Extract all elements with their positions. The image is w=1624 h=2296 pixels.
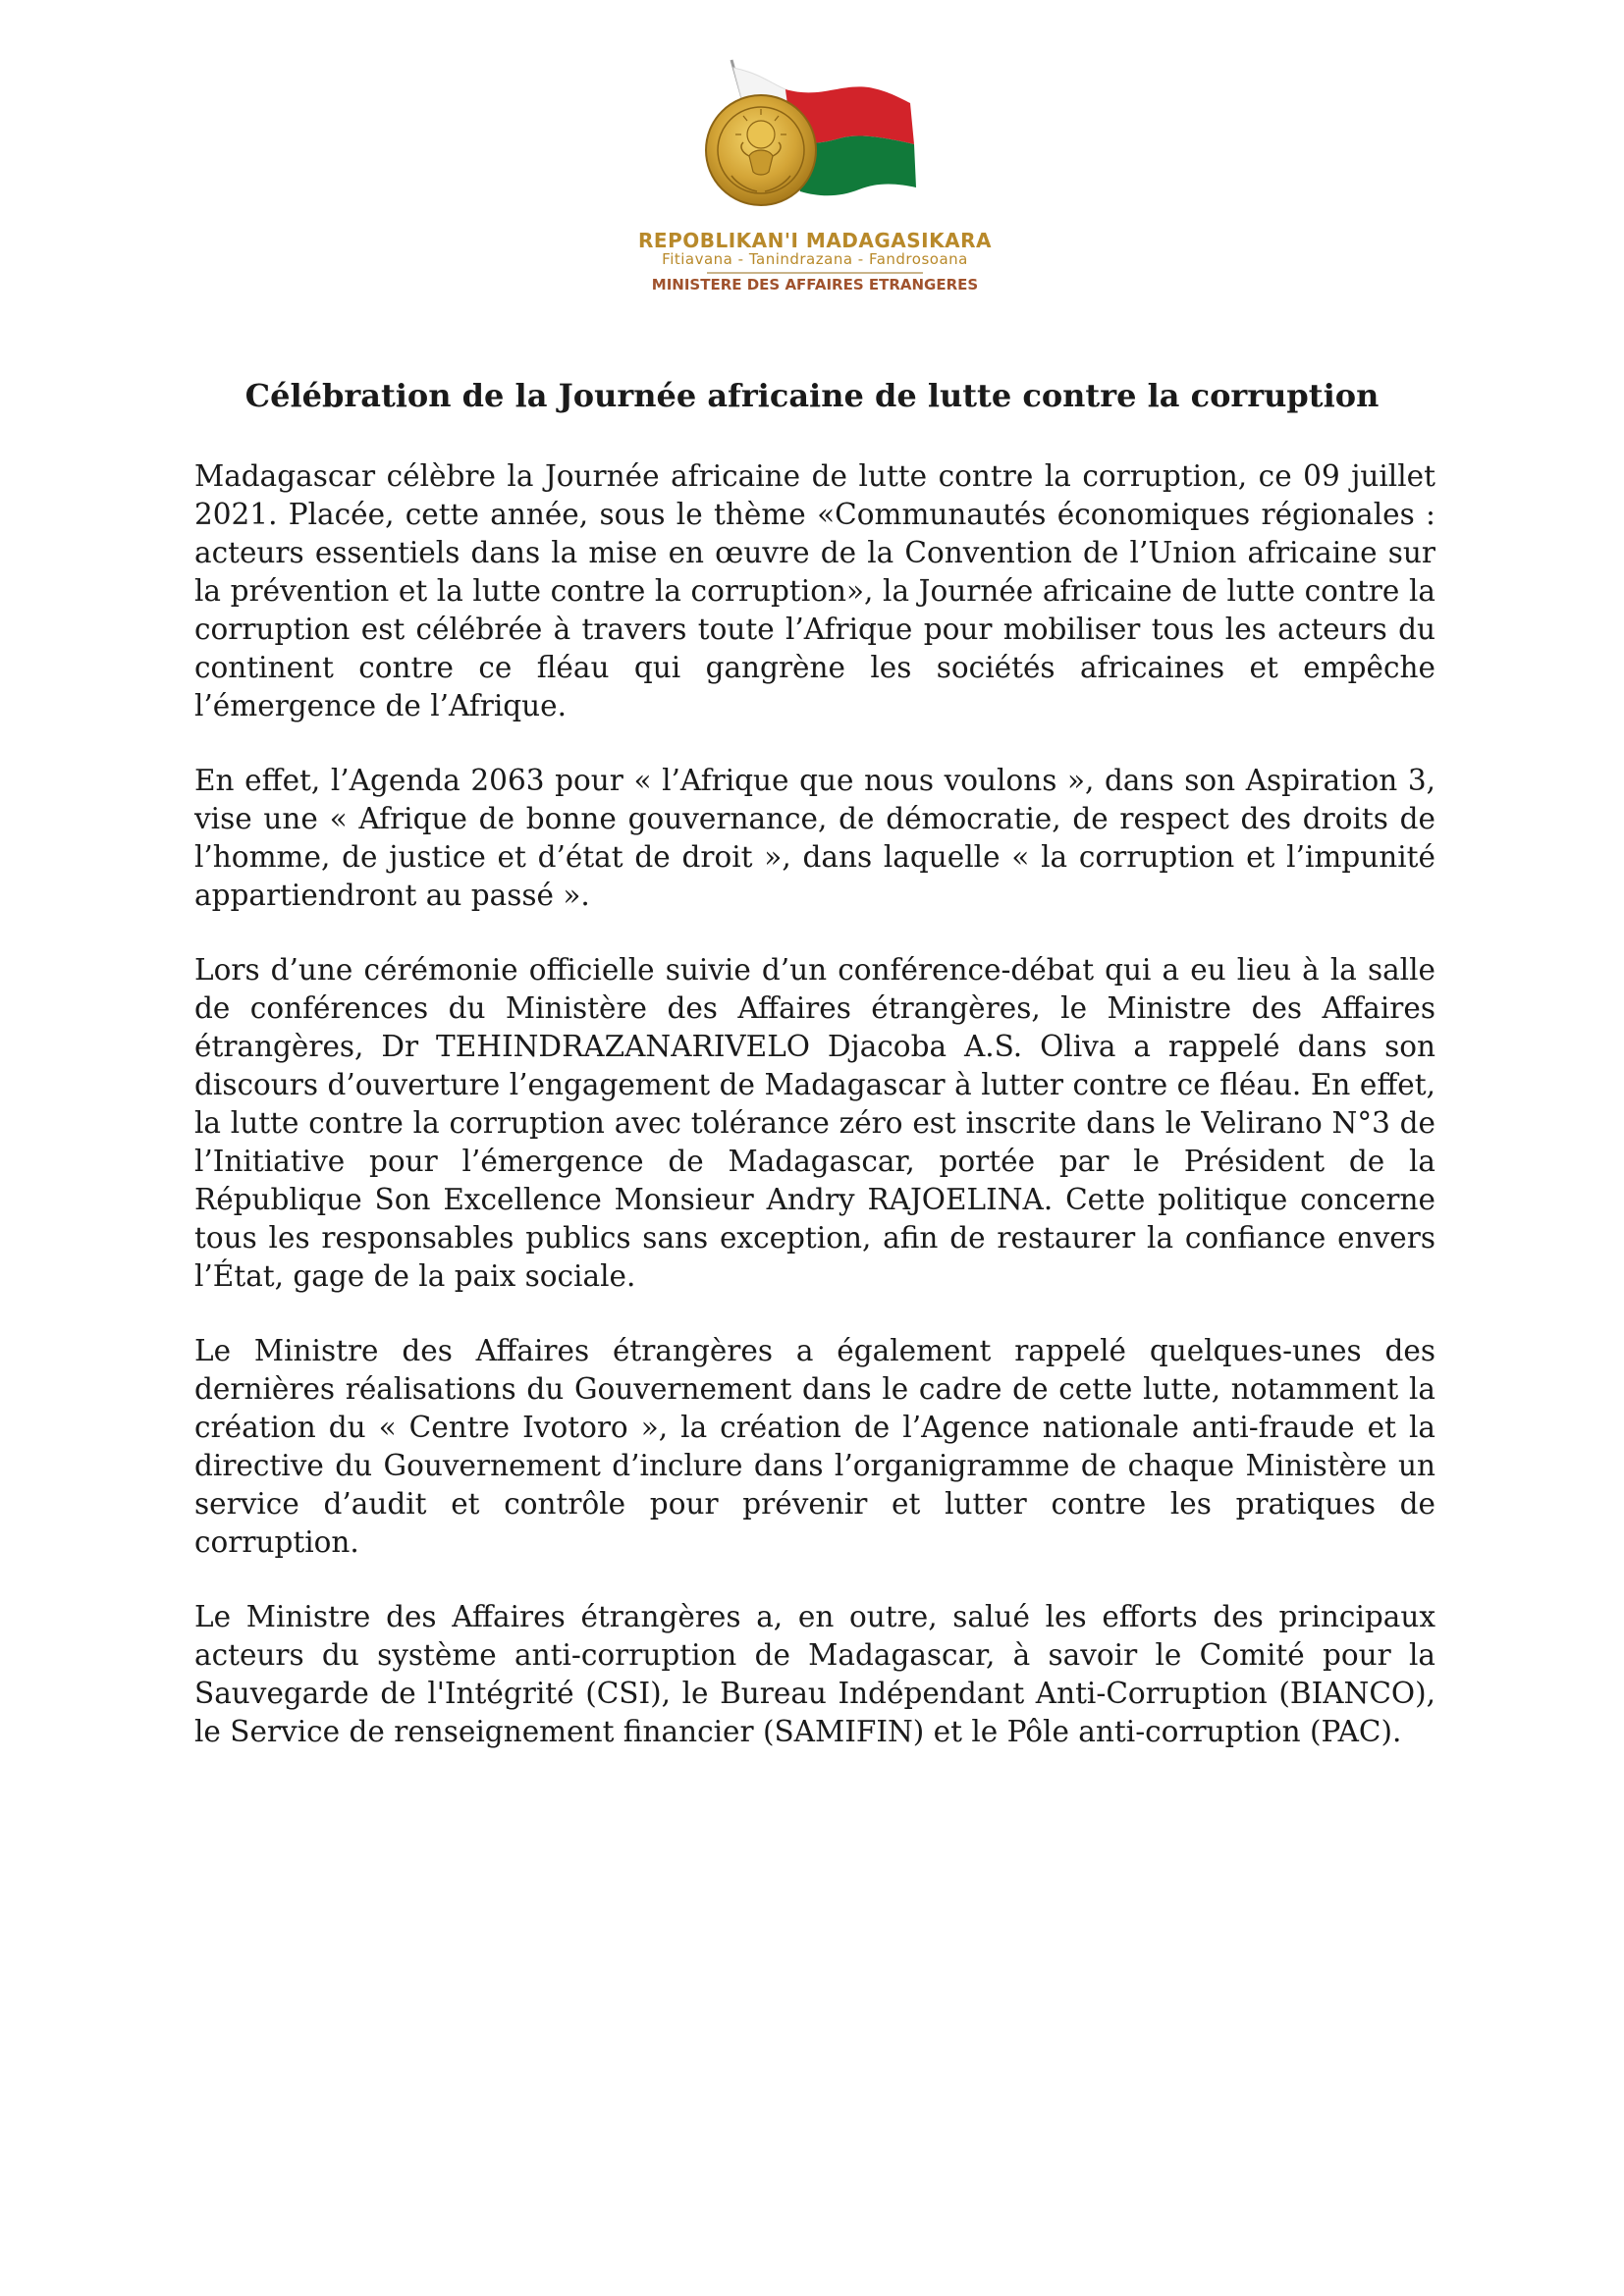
seal-zebu-head [749,150,773,175]
letterhead-motto: Fitiavana - Tanindrazana - Fandrosoana [662,250,968,268]
paragraph-5: Le Ministre des Affaires étrangères a, en outre, salué les efforts des principaux acteurs du système anti-corruption de Madagascar, à savoir le Comité pour la Sauvegarde de l'Intégrité (CSI), le Bureau Indépendant Anti-Corruption (BIANCO), le Service de renseignement financier (SAMIFIN) et le Pôle anti-corruption (PAC). [194,1600,1435,1748]
document-title: Célébration de la Journée africaine de lutte contre la corruption [244,377,1380,414]
madagascar-emblem-flag-logo [692,54,928,240]
paragraph-2: En effet, l’Agenda 2063 pour « l’Afrique que nous voulons », dans son Aspiration 3, vise une « Afrique de bonne gouvernance, de démocratie, de respect des droits de l’homme, de justice et d’état de droit », dans laquelle « la corruption et l’impunité appartiendront au passé ». [194,764,1435,912]
document-body [194,457,1435,1788]
paragraph-4: Le Ministre des Affaires étrangères a également rappelé quelques-unes des dernières réalisations du Gouvernement dans le cadre de cette lutte, notamment la création du « Centre Ivotoro », la création de l’Agence nationale anti-fraude et la directive du Gouvernement d’inclure dans l’organigramme de chaque Ministère un service d’audit et contrôle pour prévenir et lutter contre les pratiques de corruption. [194,1334,1435,1559]
letterhead-republic-name: REPOBLIKAN'I MADAGASIKARA [638,229,992,252]
letterhead-ministry-name: MINISTERE DES AFFAIRES ETRANGERES [651,276,979,294]
letterhead-divider [707,272,923,274]
paragraph-3: Lors d’une cérémonie officielle suivie d’un conférence-débat qui a eu lieu à la salle de conférences du Ministère des Affaires étrangères, le Ministre des Affaires étrangères, Dr TEHINDRAZANARIVELO Djacoba A.S. Oliva a rappelé dans son discours d’ouverture l’engagement de Madagascar à lutter contre ce fléau. En effet, la lutte contre la corruption avec tolérance zéro est inscrite dans le Velirano N°3 de l’Initiative pour l’émergence de Madagascar, portée par le Président de la République Son Excellence Monsieur Andry RAJOELINA. Cette politique concerne tous les responsables publics sans exception, afin de restaurer la confiance envers l’État, gage de la paix sociale. [194,953,1435,1293]
seal-sun [747,121,775,148]
paragraph-1: Madagascar célèbre la Journée africaine de lutte contre la corruption, ce 09 juillet 2021. Placée, cette année, sous le thème «Communautés économiques régionales : acteurs essentiels dans la mise en œuvre de la Convention de l’Union africaine sur la prévention et la lutte contre la corruption», la Journée africaine de lutte contre la corruption est célébrée à travers toute l’Afrique pour mobiliser tous les acteurs du continent contre ce fléau qui gangrène les sociétés africaines et empêche l’émergence de l’Afrique. [194,459,1435,722]
letterhead [599,54,1031,294]
